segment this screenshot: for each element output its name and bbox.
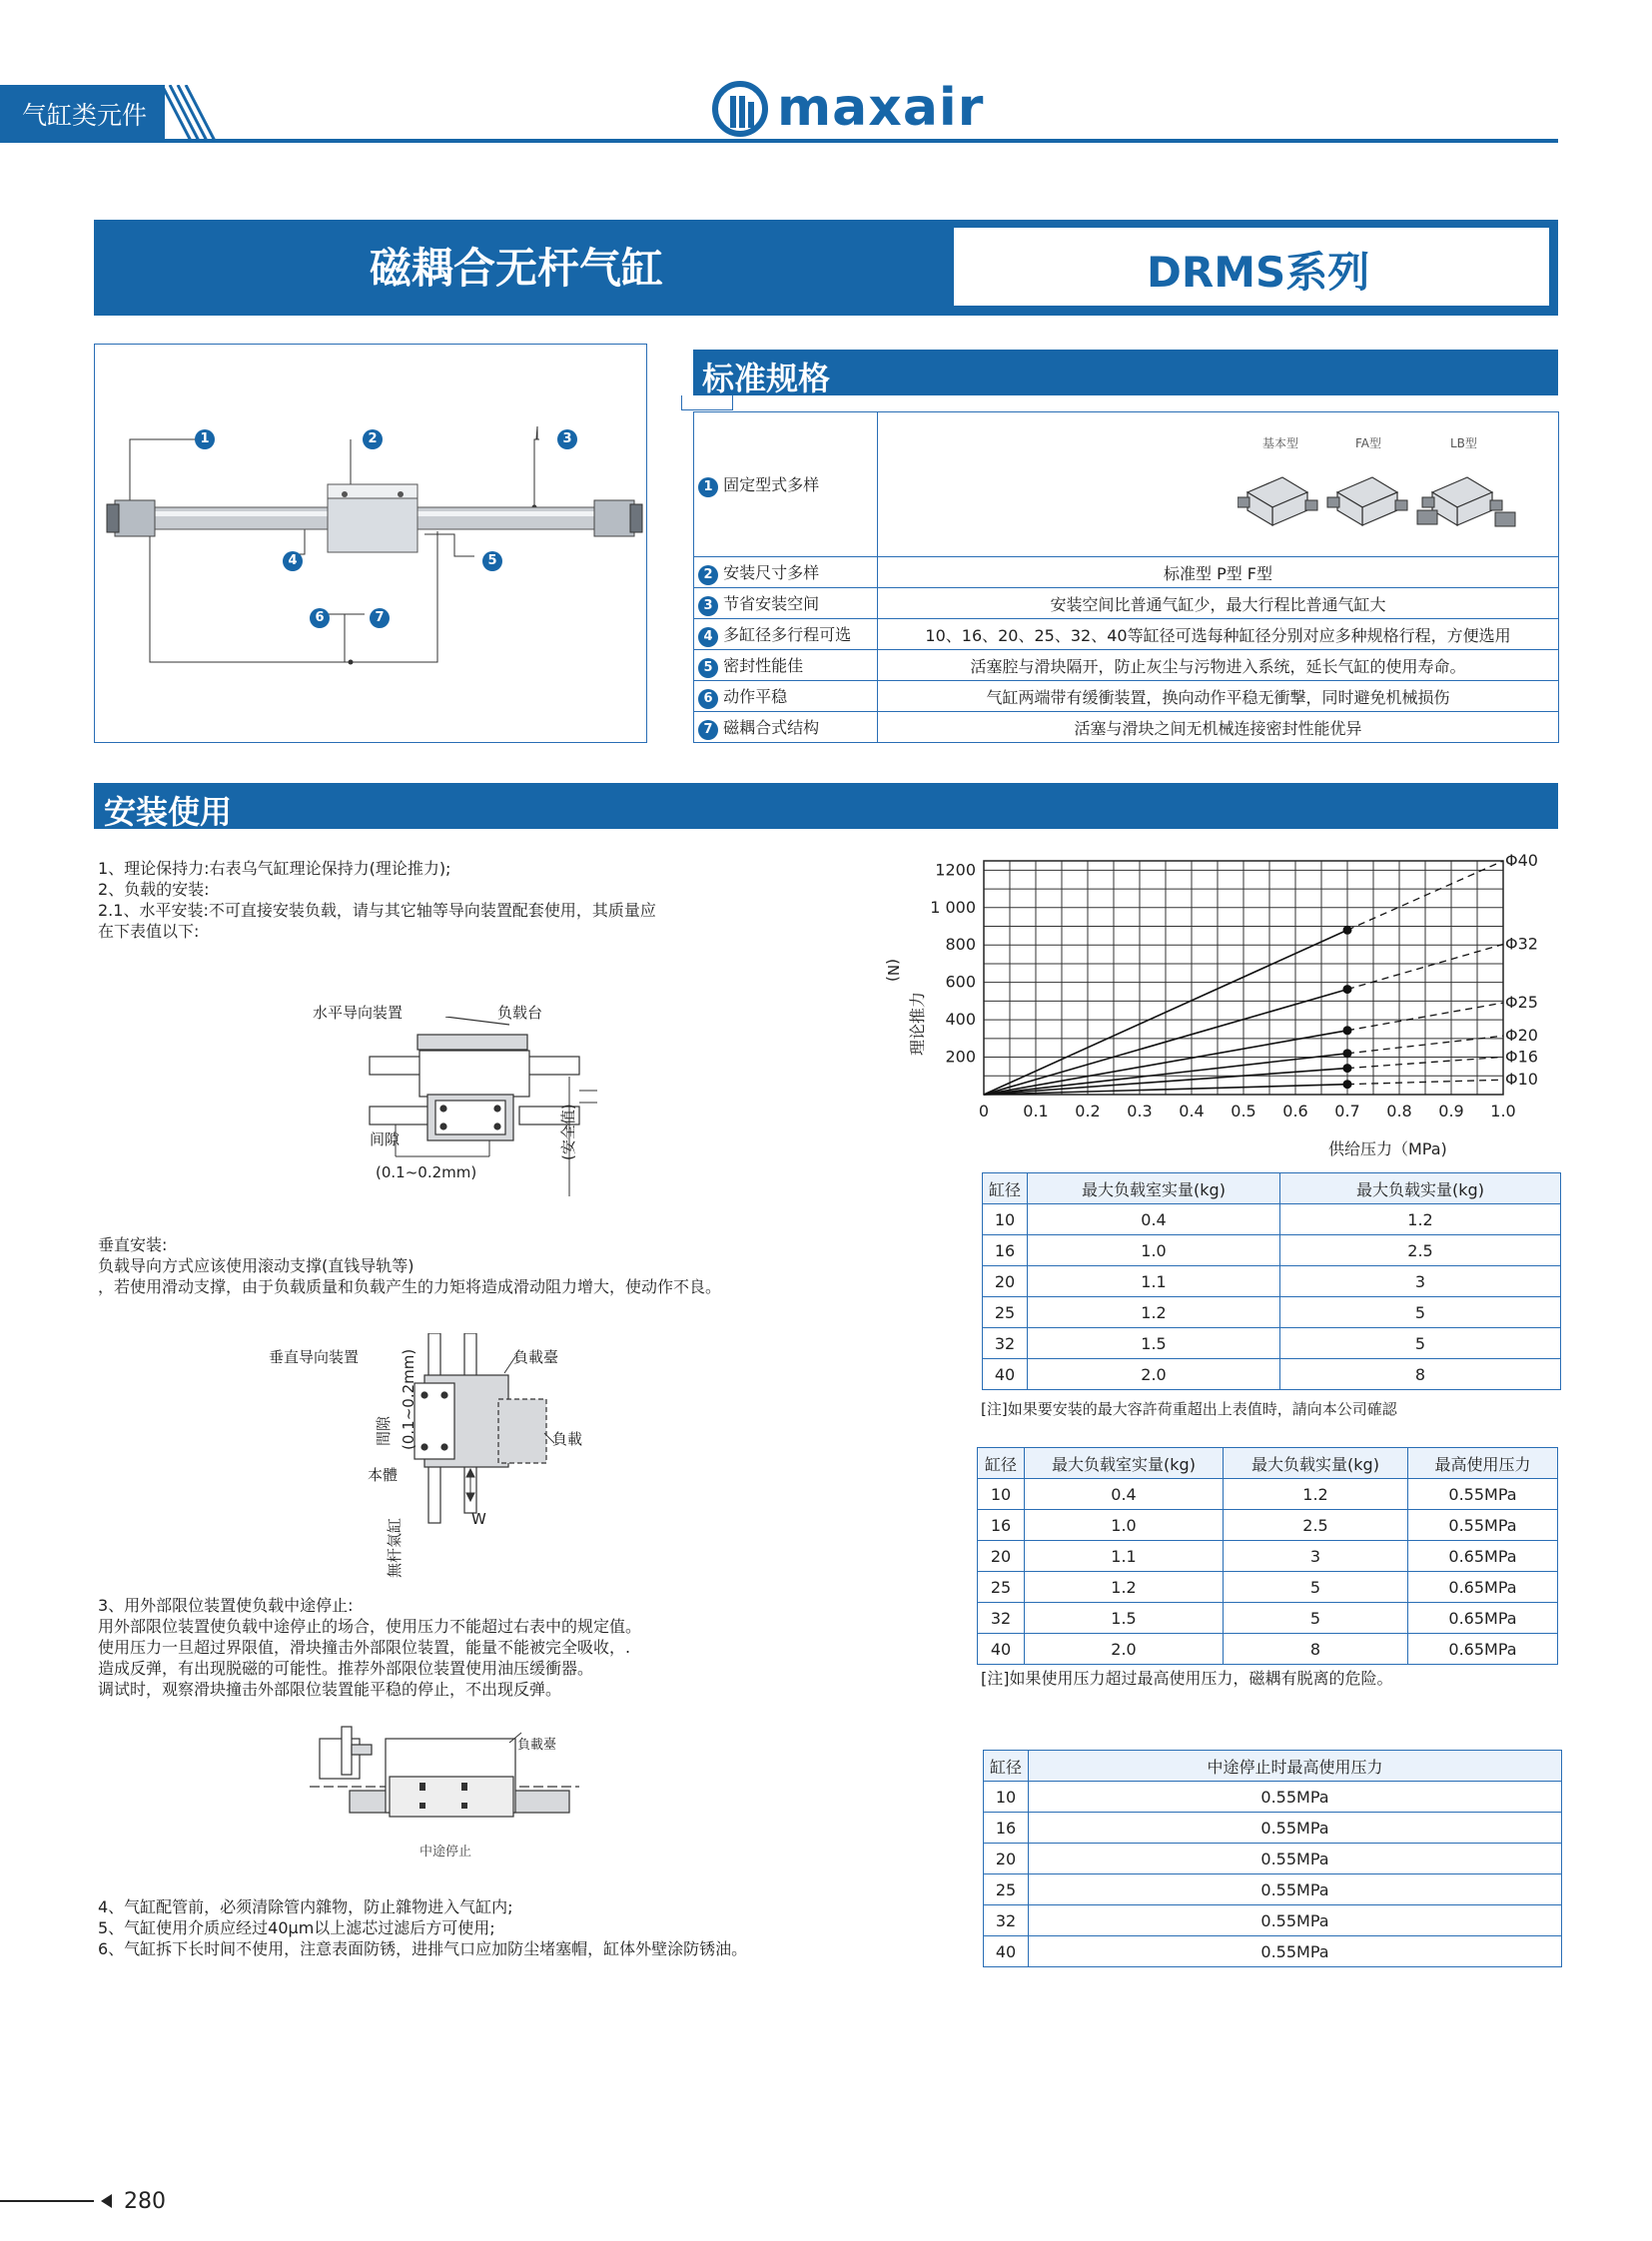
- cell: 32: [983, 1328, 1028, 1359]
- vertical-mount-figure: [405, 1333, 574, 1533]
- cell: 32: [978, 1603, 1025, 1634]
- cell: 20: [983, 1266, 1028, 1297]
- cell: 0.4: [1028, 1204, 1280, 1235]
- cell: 2.0: [1028, 1359, 1280, 1390]
- x-tick-label: 0.4: [1179, 1102, 1205, 1120]
- cell: 0.4: [1025, 1479, 1224, 1510]
- spec-row: [694, 412, 1559, 557]
- table-row: [983, 1235, 1561, 1266]
- fig2-load-label: 負載: [552, 1430, 583, 1448]
- cell: 5: [1280, 1328, 1561, 1359]
- series-label: Φ20: [1505, 1026, 1538, 1046]
- table-row: [983, 1204, 1561, 1235]
- table-row: [984, 1813, 1562, 1844]
- cell: 0.55MPa: [1029, 1905, 1562, 1936]
- spec-row: [694, 681, 1559, 712]
- cell: 0.65MPa: [1408, 1603, 1558, 1634]
- series-label: Φ25: [1505, 993, 1538, 1013]
- fig1-guide-label: 水平导向装置: [313, 1004, 404, 1022]
- x-tick-label: 0.8: [1386, 1102, 1412, 1120]
- spec-row: [694, 557, 1559, 588]
- page-title: 磁耦合无杆气缸: [370, 244, 664, 293]
- table-row: [983, 1359, 1561, 1390]
- cell: 1.1: [1025, 1541, 1224, 1572]
- table-row: [984, 1936, 1562, 1967]
- row-number: 7: [698, 720, 718, 740]
- fig3-caption: 中途停止: [419, 1845, 472, 1860]
- cell: 0.55MPa: [1408, 1510, 1558, 1541]
- table-row: [984, 1844, 1562, 1874]
- fig2-w-label: W: [471, 1510, 486, 1528]
- cell: 25: [983, 1297, 1028, 1328]
- col-header: 最大负载室实量(kg): [1028, 1173, 1280, 1204]
- install-heading-bar: [94, 783, 1558, 829]
- cell: 1.2: [1025, 1572, 1224, 1603]
- cell: 1.2: [1224, 1479, 1408, 1510]
- series-point: [1343, 1026, 1352, 1035]
- callout-5: 5: [482, 551, 502, 571]
- cell: 10: [983, 1204, 1028, 1235]
- mount-types-illustration: [1238, 462, 1547, 532]
- install-heading: 安装使用: [104, 793, 233, 831]
- cell: 0.55MPa: [1029, 1782, 1562, 1813]
- spec-label: 磁耦合式结构: [723, 717, 820, 737]
- col-header: 中途停止时最高使用压力: [1029, 1751, 1562, 1782]
- spec-label: 动作平稳: [723, 686, 788, 706]
- series-label: Φ10: [1505, 1070, 1538, 1090]
- intermediate-stop-figure: [310, 1721, 579, 1841]
- cell: 0.55MPa: [1029, 1813, 1562, 1844]
- cell: 3: [1224, 1541, 1408, 1572]
- fig1-safety-label: (安全值): [559, 1104, 577, 1160]
- col-header: 缸径: [984, 1751, 1029, 1782]
- cell: 1.2: [1280, 1204, 1561, 1235]
- fig2-gap-range: (0.1~0.2mm): [400, 1348, 417, 1450]
- cell: 0.55MPa: [1408, 1479, 1558, 1510]
- x-tick-label: 0.1: [1023, 1102, 1049, 1120]
- chart-xlabel: 供给压力（MPa): [1328, 1139, 1447, 1158]
- cell: 1.0: [1025, 1510, 1224, 1541]
- cell: 10: [978, 1479, 1025, 1510]
- series-point: [1343, 985, 1352, 994]
- spec-label: 节省安装空间: [723, 593, 820, 613]
- fig2-gap-label: 間隙: [375, 1415, 393, 1446]
- col-header: 缸径: [978, 1448, 1025, 1479]
- install-text-1: 1、理论保持力:右表乌气缸理论保持力(理论推力); 2、负载的安装: 2.1、水平安装:不可直接安装负载，请与其它轴等导向装置配套使用，其质量应 在下表值以下:: [98, 859, 656, 941]
- cell: 25: [984, 1874, 1029, 1905]
- cell: 40: [978, 1634, 1025, 1665]
- mount-type-label: LB型: [1450, 436, 1477, 450]
- cell: 8: [1280, 1359, 1561, 1390]
- y-tick-label: 200: [945, 1047, 976, 1067]
- cell: 2.5: [1280, 1235, 1561, 1266]
- install-text-2: 垂直安装: 负载导向方式应该使用滚动支撑(直钱导轨等) ，若使用滑动支撑，由于负载质量和负载产生的力矩将造成滑动阻力增大，使动作不良。: [98, 1235, 722, 1296]
- spec-row: [694, 712, 1559, 743]
- install-text-3: 3、用外部限位装置使负载中途停止: 用外部限位装置使负载中途停止的场合，使用压力不能超过右表中的规定值。 使用压力一旦超过界限值，滑块撞击外部限位装置，能量不能被完全吸收，. 造成反弹，有出现脱磁的可能性。推荐外部限位装置使用油压缓衝器。 调试时，观察滑块撞击外部限位装置能平稳的停止，不出现反弹。: [98, 1596, 642, 1699]
- y-tick-label: 1 000: [930, 897, 976, 917]
- fig3-table-label: 負載臺: [517, 1738, 557, 1753]
- callout-6: 6: [310, 608, 330, 628]
- cell: 0.65MPa: [1408, 1541, 1558, 1572]
- table-row: [978, 1572, 1558, 1603]
- cell: 0.65MPa: [1408, 1572, 1558, 1603]
- row-number: 1: [698, 477, 718, 497]
- x-tick-label: 0: [978, 1102, 990, 1120]
- chart-ylabel: 理论推力: [908, 991, 927, 1056]
- spec-value: 安装空间比普通气缸少，最大行程比普通气缸大: [878, 588, 1559, 619]
- col-header: 缸径: [983, 1173, 1028, 1204]
- series-label: Φ32: [1505, 934, 1538, 954]
- fig2-body-label: 本體: [368, 1466, 399, 1484]
- table-row: [983, 1266, 1561, 1297]
- cell: 10: [984, 1782, 1029, 1813]
- cell: 20: [978, 1541, 1025, 1572]
- cell: 1.0: [1028, 1235, 1280, 1266]
- fig2-guide-label: 垂直导向装置: [269, 1348, 360, 1366]
- spec-row: [694, 650, 1559, 681]
- row-number: 6: [698, 689, 718, 709]
- y-tick-label: 600: [945, 972, 976, 992]
- series-point: [1343, 1080, 1352, 1089]
- cell: 1.2: [1028, 1297, 1280, 1328]
- load-table-2: [977, 1447, 1558, 1665]
- spec-label: 固定型式多样: [723, 474, 820, 494]
- spec-row: [694, 588, 1559, 619]
- cell: 0.55MPa: [1029, 1874, 1562, 1905]
- x-tick-label: 0.5: [1231, 1102, 1256, 1120]
- table-row: [978, 1510, 1558, 1541]
- table-row: [983, 1297, 1561, 1328]
- chart-yunit: (N): [884, 959, 902, 982]
- load-table-1: [982, 1172, 1561, 1390]
- series-label: Φ16: [1505, 1047, 1538, 1067]
- cell: 5: [1224, 1572, 1408, 1603]
- spec-row: [694, 619, 1559, 650]
- table-row: [978, 1603, 1558, 1634]
- table-row: [978, 1634, 1558, 1665]
- triangle-left-icon: [101, 2194, 113, 2208]
- fig2-cylinder-label: 無杆氣缸: [386, 1517, 404, 1578]
- spec-value: 活塞腔与滑块隔开，防止灰尘与污物进入系统，延长气缸的使用寿命。: [878, 650, 1559, 681]
- force-chart: [889, 849, 1568, 1158]
- col-header: 最大负载室实量(kg): [1025, 1448, 1224, 1479]
- series-title: DRMS系列: [1147, 248, 1370, 297]
- spec-value: 活塞与滑块之间无机械连接密封性能优异: [878, 712, 1559, 743]
- series-point: [1343, 1049, 1352, 1058]
- mount-type-label: 基本型: [1262, 436, 1299, 450]
- cell: 40: [984, 1936, 1029, 1967]
- spec-heading: 标准规格: [702, 360, 831, 397]
- callout-4: 4: [283, 551, 303, 571]
- cell: 25: [978, 1572, 1025, 1603]
- cell: 1.5: [1025, 1603, 1224, 1634]
- x-tick-label: 0.3: [1127, 1102, 1153, 1120]
- y-tick-label: 400: [945, 1010, 976, 1030]
- spec-value: 标准型 P型 F型: [878, 557, 1559, 588]
- col-header: 最高使用压力: [1408, 1448, 1558, 1479]
- callout-3: 3: [557, 429, 577, 449]
- cell: 0.55MPa: [1029, 1936, 1562, 1967]
- row-number: 3: [698, 596, 718, 616]
- row-number: 2: [698, 565, 718, 585]
- x-tick-label: 0.2: [1075, 1102, 1101, 1120]
- fig1-gap-range: (0.1~0.2mm): [376, 1163, 477, 1181]
- spec-tab-line: [681, 395, 733, 410]
- x-tick-label: 0.7: [1334, 1102, 1360, 1120]
- spec-value: 10、16、20、25、32、40等缸径可选每种缸径分别对应多种规格行程，方便选用: [878, 619, 1559, 650]
- mount-types-cell: [878, 412, 1559, 557]
- x-tick-label: 0.9: [1438, 1102, 1464, 1120]
- table-row: [984, 1905, 1562, 1936]
- stripes-icon: [160, 85, 220, 143]
- col-header: 最大负载实量(kg): [1224, 1448, 1408, 1479]
- cell: 16: [978, 1510, 1025, 1541]
- spec-label: 多缸径多行程可选: [723, 624, 852, 644]
- stop-pressure-table: [983, 1750, 1562, 1967]
- fig2-table-label: 負載臺: [513, 1348, 559, 1366]
- cell: 16: [984, 1813, 1029, 1844]
- mount-type-label: FA型: [1355, 436, 1382, 450]
- callout-2: 2: [363, 429, 383, 449]
- row-number: 4: [698, 627, 718, 647]
- spec-label: 安装尺寸多样: [723, 562, 820, 582]
- cell: 0.55MPa: [1029, 1844, 1562, 1874]
- callout-1: 1: [195, 429, 215, 449]
- page-number: 280: [124, 2189, 166, 2214]
- cell: 20: [984, 1844, 1029, 1874]
- y-tick-label: 1200: [935, 860, 976, 880]
- cell: 2.5: [1224, 1510, 1408, 1541]
- fig1-table-label: 负载台: [497, 1004, 543, 1022]
- x-tick-label: 1.0: [1490, 1102, 1516, 1120]
- rodless-cylinder-image: [95, 345, 644, 740]
- spec-table: [693, 411, 1559, 743]
- cell: 0.65MPa: [1408, 1634, 1558, 1665]
- table-row: [978, 1479, 1558, 1510]
- brand-name: maxair: [777, 78, 985, 138]
- series-point: [1343, 926, 1352, 935]
- col-header: 最大负载实量(kg): [1280, 1173, 1561, 1204]
- maxair-logo-icon: [711, 80, 769, 138]
- footer-rule: [0, 2200, 94, 2202]
- install-text-4: 4、气缸配管前，必须清除管内雜物，防止雜物进入气缸内; 5、气缸使用介质应经过40μm以上滤芯过滤后方可使用; 6、气缸拆下长时间不使用，注意表面防锈，进排气口应加防尘堵塞帽，缸体外壁涂防锈油。: [98, 1897, 748, 1958]
- cell: 5: [1280, 1297, 1561, 1328]
- table1-note: [注]如果要安装的最大容許荷重超出上表值時，請向本公司確認: [981, 1400, 1397, 1418]
- table-row: [978, 1541, 1558, 1572]
- cell: 40: [983, 1359, 1028, 1390]
- cell: 5: [1224, 1603, 1408, 1634]
- category-label: 气缸类元件: [22, 101, 148, 130]
- spec-label: 密封性能佳: [723, 655, 804, 675]
- cell: 3: [1280, 1266, 1561, 1297]
- fig1-gap-label: 间隙: [370, 1130, 401, 1148]
- table-row: [984, 1874, 1562, 1905]
- cell: 8: [1224, 1634, 1408, 1665]
- spec-value: 气缸两端带有缓衝装置，换向动作平稳无衝撃，同时避免机械损伤: [878, 681, 1559, 712]
- cell: 1.1: [1028, 1266, 1280, 1297]
- callout-7: 7: [370, 608, 390, 628]
- cell: 16: [983, 1235, 1028, 1266]
- cell: 32: [984, 1905, 1029, 1936]
- series-label: Φ40: [1505, 851, 1538, 870]
- table2-note: [注]如果使用压力超过最高使用压力，磁耦有脱离的危险。: [981, 1669, 1393, 1688]
- table-row: [984, 1782, 1562, 1813]
- row-number: 5: [698, 658, 718, 678]
- cell: 1.5: [1028, 1328, 1280, 1359]
- header-rule: [0, 139, 1558, 143]
- cell: 2.0: [1025, 1634, 1224, 1665]
- x-tick-label: 0.6: [1282, 1102, 1308, 1120]
- y-tick-label: 800: [945, 935, 976, 955]
- series-point: [1343, 1064, 1352, 1073]
- table-row: [983, 1328, 1561, 1359]
